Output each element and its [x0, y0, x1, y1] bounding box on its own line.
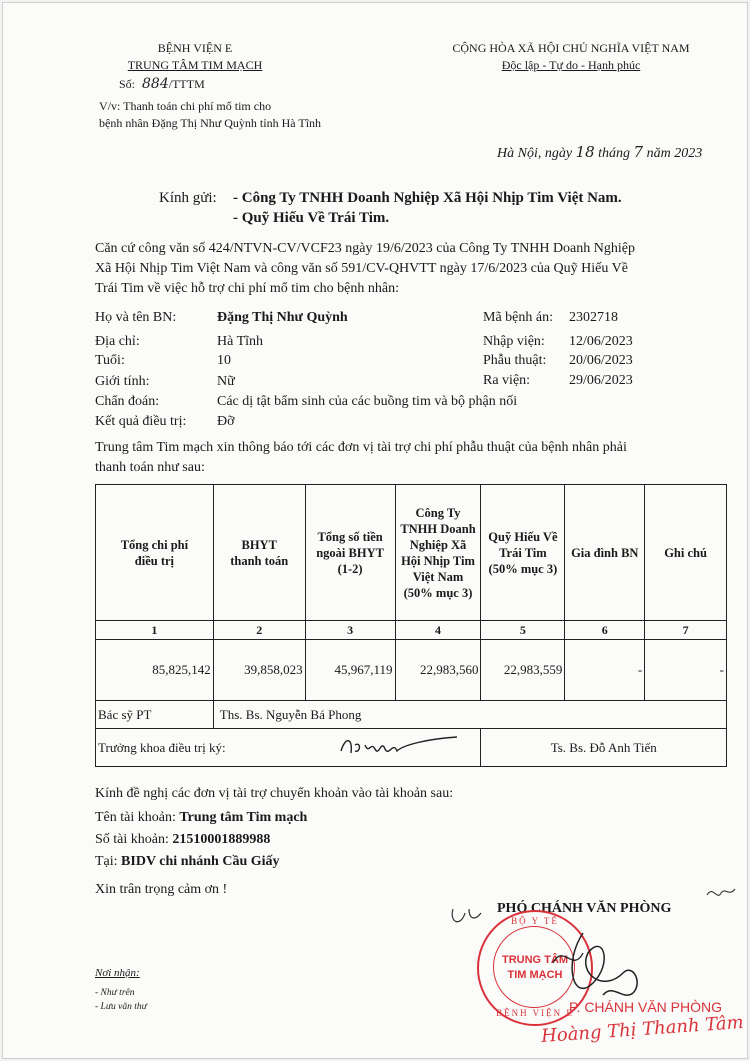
stamp-center-2: TIM MẠCH: [507, 969, 563, 981]
patient-sex: Nữ: [217, 374, 235, 389]
index-cell: 2: [213, 621, 305, 640]
value-fund-share: 22,983,559: [481, 640, 565, 701]
document-page: [2, 2, 748, 1059]
admit-date: 12/06/2023: [569, 334, 633, 349]
country-name: CỘNG HÒA XÃ HỘI CHỦ NGHĨA VIỆT NAM: [452, 41, 690, 55]
patient-diagnosis-label: Chẩn đoán:: [95, 394, 160, 409]
header-notes: Ghi chú: [645, 485, 727, 621]
header-fund-share: Quỹ Hiếu Về Trái Tim (50% mục 3): [481, 485, 565, 621]
head-label: Trưởng khoa điều trị ký:: [96, 729, 306, 767]
surgery-date-label: Phẫu thuật:: [483, 353, 547, 368]
signatory-name: Hoàng Thị Thanh Tâm: [540, 1011, 745, 1048]
index-cell: 1: [96, 621, 214, 640]
surgery-date: 20/06/2023: [569, 353, 633, 368]
notice-line-1: Trung tâm Tim mạch xin thông báo tới các đơn vị tài trợ chi phí phẫu thuật của bệnh nhân phải: [95, 440, 627, 455]
value-insurance: 39,858,023: [213, 640, 305, 701]
hospital-name: BỆNH VIỆN E: [157, 41, 233, 55]
bank-branch-line: [95, 854, 280, 870]
index-cell: 7: [645, 621, 727, 640]
head-signature-cell: [305, 729, 481, 767]
patient-result: Đỡ: [217, 414, 235, 429]
signatory-title: PHÓ CHÁNH VĂN PHÒNG: [497, 901, 672, 916]
subject-line-1: V/v: Thanh toán chi phí mổ tim cho: [99, 99, 272, 113]
document-number-value: 884: [142, 76, 169, 92]
recipient-1: - Công Ty TNHH Doanh Nghiệp Xã Hội Nhịp Tim Việt Nam.: [233, 190, 622, 206]
patient-sex-label: Giới tính:: [95, 374, 150, 389]
value-notes: -: [645, 640, 727, 701]
patient-name: Đặng Thị Như Quỳnh: [217, 310, 348, 325]
recipient-2: - Quỹ Hiếu Về Trái Tim.: [233, 210, 390, 226]
header-total-cost: Tổng chi phí điều trị: [96, 485, 214, 621]
discharge-date-label: Ra viện:: [483, 373, 531, 388]
account-name-line: [95, 810, 307, 826]
table-doctor-row: [96, 701, 727, 729]
notice-line-2: thanh toán như sau:: [95, 460, 205, 475]
account-name-label: Tên tài khoản:: [95, 810, 176, 825]
patient-diagnosis: Các dị tật bẩm sinh của các buồng tim và bộ phận nối: [217, 394, 518, 409]
issue-date: [497, 143, 702, 162]
patient-id-label: Mã bệnh án:: [483, 310, 553, 325]
patient-age: 10: [217, 353, 231, 368]
patient-age-label: Tuổi:: [95, 353, 125, 368]
subject-line-2: bệnh nhân Đặng Thị Như Quỳnh tỉnh Hà Tĩnh: [99, 116, 322, 130]
date-day: 18: [575, 143, 595, 161]
stamp-center-1: TRUNG TÂM: [502, 954, 568, 966]
account-number-label: Số tài khoản:: [95, 832, 169, 847]
bank-branch: BIDV chi nhánh Cầu Giấy: [121, 854, 280, 869]
margin-mark: [703, 881, 743, 905]
header-company-share: Công Ty TNHH Doanh Nghiệp Xã Hội Nhịp Tim Việt Nam (50% mục 3): [395, 485, 481, 621]
date-prefix: Hà Nội, ngày: [497, 146, 573, 161]
center-name: TRUNG TÂM TIM MẠCH: [127, 58, 263, 72]
doctor-name: Ths. Bs. Nguyễn Bá Phong: [213, 701, 726, 729]
account-name: Trung tâm Tim mạch: [179, 810, 308, 825]
head-signature: [335, 731, 485, 761]
signatory-stamp-title: P. CHÁNH VĂN PHÒNG: [569, 999, 722, 1015]
head-name: Ts. Bs. Đỗ Anh Tiến: [481, 729, 727, 767]
intro-line-2: Xã Hội Nhịp Tim Việt Nam và công văn số 591/CV-QHVTT ngày 17/6/2023 của Quỹ Hiếu Về: [95, 261, 628, 276]
index-cell: 5: [481, 621, 565, 640]
account-number-line: [95, 832, 270, 848]
admit-date-label: Nhập viện:: [483, 334, 545, 349]
patient-address-label: Địa chỉ:: [95, 334, 140, 349]
index-cell: 4: [395, 621, 481, 640]
header-out-of-insurance: Tổng số tiền ngoài BHYT (1-2): [305, 485, 395, 621]
discharge-date: 29/06/2023: [569, 373, 633, 388]
bank-label: Tại:: [95, 854, 118, 869]
table-header-row: [96, 485, 727, 621]
patient-result-label: Kết quả điều trị:: [95, 414, 187, 429]
patient-id: 2302718: [569, 310, 618, 325]
thanks-text: Xin trân trọng cảm ơn !: [95, 882, 228, 897]
table-values-row: [96, 640, 727, 701]
stamp-ring-bottom: BỆNH VIỆN E: [496, 1008, 574, 1018]
stamp-ring-top: BỘ Y TẾ: [511, 916, 559, 926]
intro-line-1: Căn cứ công văn số 424/NTVN-CV/VCF23 ngày 19/6/2023 của Công Ty TNHH Doanh Nghiệp: [95, 241, 635, 256]
header-family-share: Gia đình BN: [565, 485, 645, 621]
national-motto: Độc lập - Tự do - Hạnh phúc: [501, 58, 641, 72]
index-cell: 3: [305, 621, 395, 640]
distribution-item: - Như trên: [95, 988, 135, 998]
table-head-row: [96, 729, 727, 767]
distribution-label: Nơi nhận:: [95, 967, 140, 979]
account-number: 21510001889988: [172, 832, 271, 847]
index-cell: 6: [565, 621, 645, 640]
payment-table: [95, 484, 727, 767]
header-insurance: BHYT thanh toán: [213, 485, 305, 621]
intro-line-3: Trái Tim về việc hỗ trợ chi phí mổ tim cho bệnh nhân:: [95, 281, 399, 296]
patient-name-label: Họ và tên BN:: [95, 310, 177, 325]
date-month: 7: [633, 143, 644, 161]
recipients-label: Kính gửi:: [159, 190, 217, 206]
bank-request: Kính đề nghị các đơn vị tài trợ chuyển khoản vào tài khoản sau:: [95, 786, 454, 801]
date-month-label: tháng: [598, 146, 631, 161]
distribution-item: - Lưu văn thư: [95, 1002, 147, 1012]
value-family-share: -: [565, 640, 645, 701]
document-number-suffix: /TTTM: [168, 77, 205, 91]
table-index-row: [96, 621, 727, 640]
value-total-cost: 85,825,142: [96, 640, 214, 701]
doctor-label: Bác sỹ PT: [96, 701, 214, 729]
document-number-prefix: Số:: [119, 77, 136, 91]
value-out-of-insurance: 45,967,119: [305, 640, 395, 701]
date-year: năm 2023: [646, 146, 703, 161]
value-company-share: 22,983,560: [395, 640, 481, 701]
document-number: [119, 76, 205, 92]
patient-address: Hà Tĩnh: [217, 334, 264, 349]
